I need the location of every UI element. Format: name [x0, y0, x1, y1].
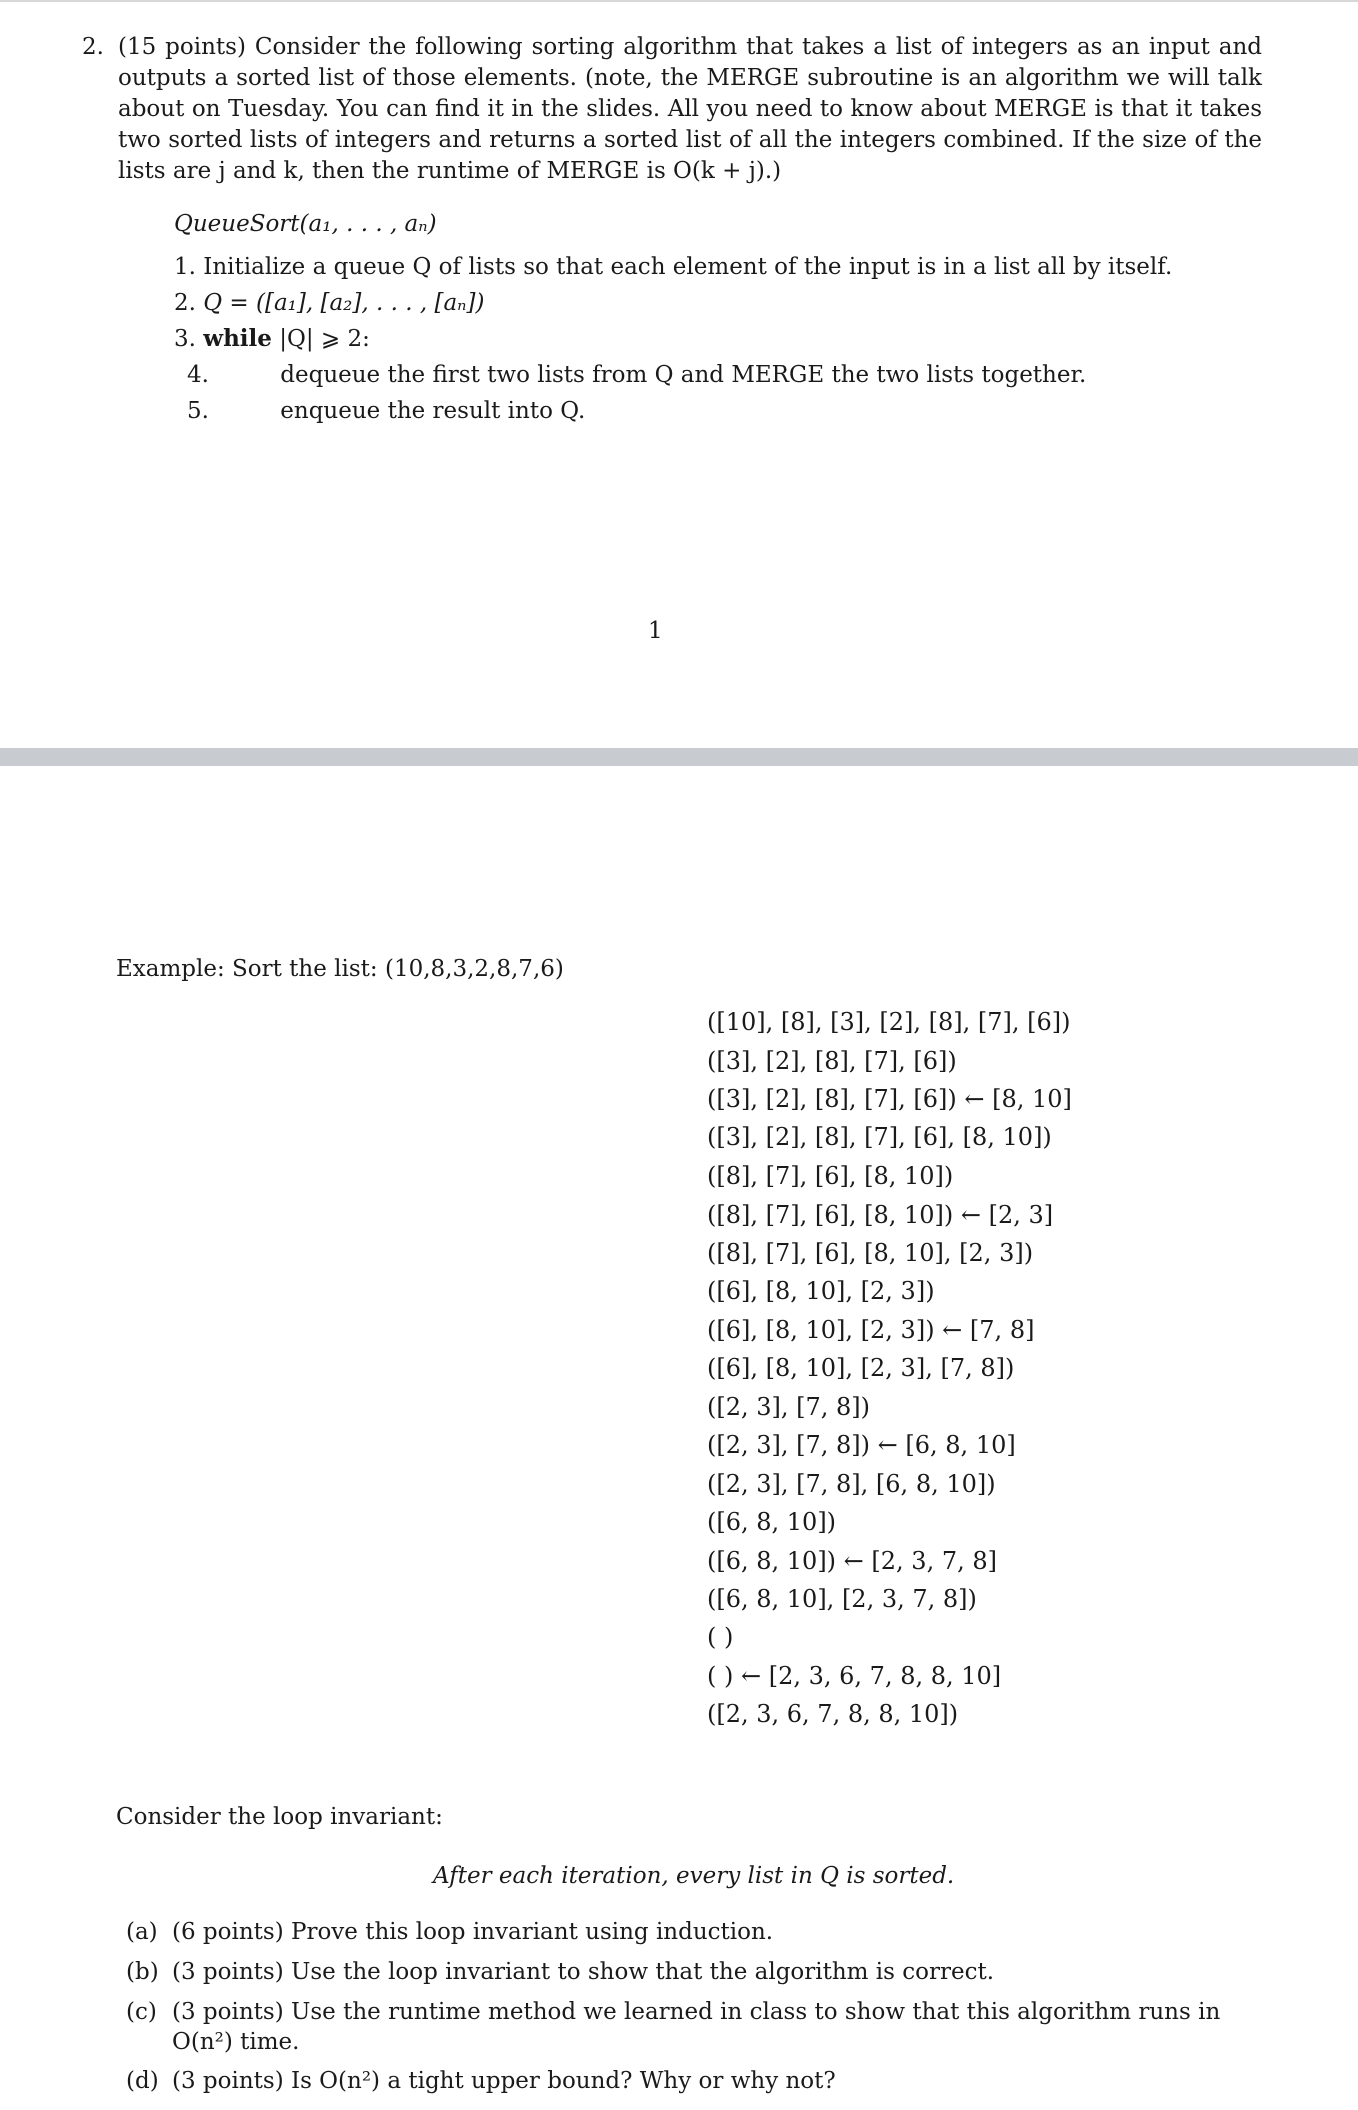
question-part-c [126, 1997, 1262, 2057]
algorithm-title: QueueSort(a₁, . . . , aₙ) [174, 211, 437, 237]
trace-line: ([6], [8, 10], [2, 3]) [707, 1277, 935, 1305]
invariant-statement: After each iteration, every list in Q is sorted. [433, 1863, 955, 1889]
algorithm-step-5 [187, 396, 585, 426]
step-text: dequeue the first two lists from Q and MERGE the two lists together. [280, 362, 1087, 388]
trace-line: ([3], [2], [8], [7], [6]) ← [8, 10] [707, 1085, 1072, 1113]
trace-line: ([2, 3, 6, 7, 8, 8, 10]) [707, 1700, 959, 1728]
part-label: (c) [126, 1999, 157, 2025]
invariant-intro: Consider the loop invariant: [116, 1804, 443, 1830]
part-label: (b) [126, 1959, 159, 1985]
step-text: enqueue the result into Q. [280, 398, 586, 424]
trace-line: ([2, 3], [7, 8]) ← [6, 8, 10] [707, 1431, 1016, 1459]
step-number: 2. [174, 290, 196, 316]
part-label: (a) [126, 1919, 158, 1945]
trace-line: ([8], [7], [6], [8, 10], [2, 3]) [707, 1239, 1034, 1267]
problem-text: (15 points) Consider the following sorting algorithm that takes a list of integers as an input and outputs a sorted list of those elements. (note, the MERGE subroutine is an algorithm we will talk about on Tuesday. You can find it in the slides. All you need to know about MERGE is that it takes two sorted lists of integers and returns a sorted list of all the integers combined. If the size of the lists are j and k, then the runtime of MERGE is O(k + j).) [118, 34, 1262, 184]
trace-line: ([3], [2], [8], [7], [6], [8, 10]) [707, 1123, 1052, 1151]
trace-line: ([6, 8, 10], [2, 3, 7, 8]) [707, 1585, 977, 1613]
step-number: 5. [187, 398, 209, 424]
trace-line: ([10], [8], [3], [2], [8], [7], [6]) [707, 1008, 1071, 1036]
algorithm-step-4 [187, 360, 1086, 390]
trace-line: ( ) ← [2, 3, 6, 7, 8, 8, 10] [707, 1662, 1002, 1690]
trace-line: ([6, 8, 10]) [707, 1508, 837, 1536]
example-label: Example: Sort the list: (10,8,3,2,8,7,6) [116, 956, 564, 982]
trace-line: ([6, 8, 10]) ← [2, 3, 7, 8] [707, 1547, 997, 1575]
trace-line: ([6], [8, 10], [2, 3]) ← [7, 8] [707, 1316, 1035, 1344]
trace-line: ( ) [707, 1623, 734, 1651]
problem-number: 2. [82, 34, 104, 60]
part-text: (3 points) Use the runtime method we learned in class to show that this algorithm runs in O(n²) time. [172, 1999, 1221, 2055]
step-number: 3. [174, 326, 196, 352]
trace-line: ([8], [7], [6], [8, 10]) ← [2, 3] [707, 1201, 1054, 1229]
step-keyword: while [203, 325, 272, 352]
part-label: (d) [126, 2068, 159, 2094]
step-number: 1. [174, 254, 196, 280]
trace-line: ([3], [2], [8], [7], [6]) [707, 1047, 957, 1075]
algorithm-step-3 [174, 324, 370, 354]
step-number: 4. [187, 362, 209, 388]
page-separator [0, 748, 1358, 766]
step-text: |Q| ⩾ 2: [271, 326, 370, 352]
step-text: Initialize a queue Q of lists so that each element of the input is in a list all by itself. [203, 254, 1173, 280]
page-2 [0, 766, 1358, 2110]
question-part-b [126, 1957, 1262, 1987]
trace-line: ([8], [7], [6], [8, 10]) [707, 1162, 954, 1190]
algorithm-step-1 [174, 252, 1172, 282]
trace-line: ([6], [8, 10], [2, 3], [7, 8]) [707, 1354, 1015, 1382]
algorithm-step-2 [174, 288, 484, 318]
part-text: (3 points) Is O(n²) a tight upper bound? Why or why not? [172, 2068, 836, 2094]
step-text: Q = ([a₁], [a₂], . . . , [aₙ]) [203, 290, 485, 316]
trace-line: ([2, 3], [7, 8], [6, 8, 10]) [707, 1470, 996, 1498]
question-part-d [126, 2066, 1262, 2096]
page-number: 1 [648, 618, 663, 644]
trace-line: ([2, 3], [7, 8]) [707, 1393, 871, 1421]
question-part-a [126, 1917, 1262, 1947]
page-1 [0, 2, 1358, 747]
part-text: (6 points) Prove this loop invariant using induction. [172, 1919, 774, 1945]
problem-statement [82, 32, 1262, 187]
part-text: (3 points) Use the loop invariant to show that the algorithm is correct. [172, 1959, 995, 1985]
